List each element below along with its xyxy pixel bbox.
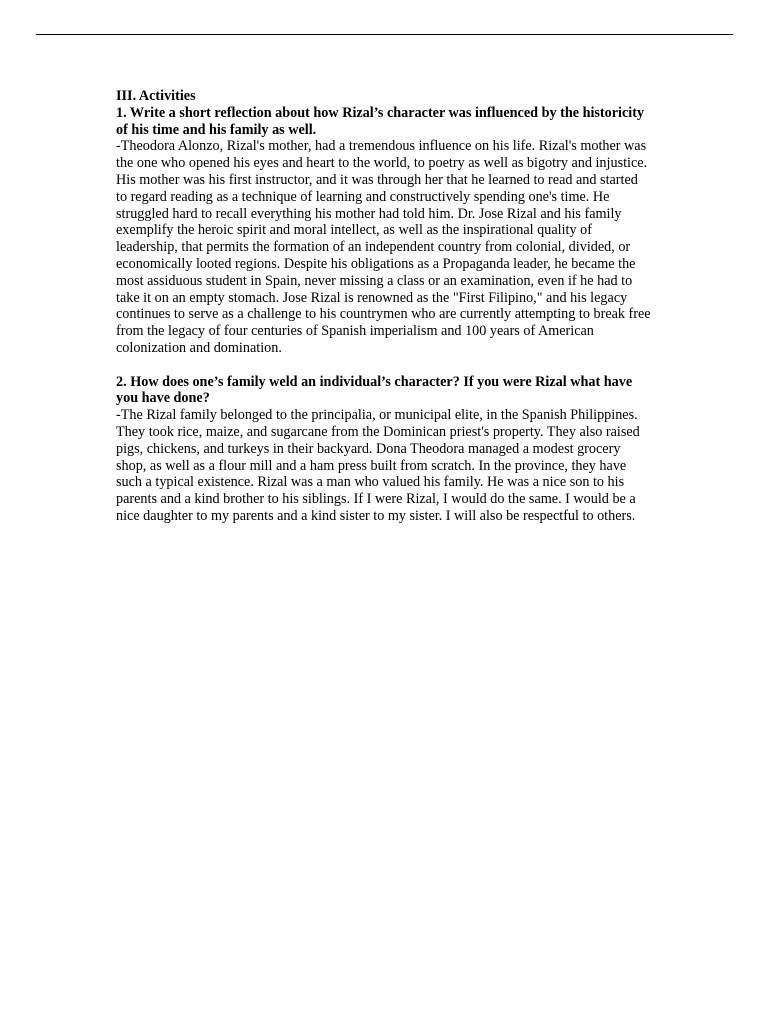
question-2: 2. How does one’s family weld an individual’s character? If you were Rizal what have you have done? xyxy=(116,373,633,407)
answer-2: -The Rizal family belonged to the principalia, or municipal elite, in the Spanish Philippines. They took rice, maize, and sugarcane from the Dominican priest's property. They also raised pigs, chickens, and turkeys in their backyard. Dona Theodora managed a modest grocery shop, as well as a flour mill and a ham press built from scratch. In the province, they have such a typical existence. Rizal was a man who valued his family. He was a nice son to his parents and a kind brother to his siblings. If I were Rizal, I would do the same. I would be a nice daughter to my parents and a kind sister to my sister. I will also be respectful to others. xyxy=(116,407,640,524)
paragraph-spacer xyxy=(116,357,651,374)
answer-1: -Theodora Alonzo, Rizal's mother, had a tremendous influence on his life. Rizal's mother was the one who opened his eyes and heart to the world, to poetry as well as bigotry and injustice. His mother was his first instructor, and it was through her that he learned to read and started to regard reading as a technique of learning and constructively spending one's time. He struggled hard to recall everything his mother had told him. Dr. Jose Rizal and his family exemplify the heroic spirit and moral intellect, as well as the inspirational quality of leadership, that permits the formation of an independent country from colonial, divided, or economically looted regions. Despite his obligations as a Propaganda leader, he became the most assiduous student in Spain, never missing a class or an examination, even if he had to take it on an empty stomach. Jose Rizal is renowned as the "First Filipino," and his legacy continues to serve as a challenge to his countrymen who are currently attempting to break free from the legacy of four centuries of Spanish imperialism and 100 years of American colonization and domination. xyxy=(116,138,651,356)
document-body xyxy=(116,88,651,525)
question-1: 1. Write a short reflection about how Rizal’s character was influenced by the historicity of his time and his family as well. xyxy=(116,104,645,138)
header-rule xyxy=(36,34,733,35)
section-heading: III. Activities xyxy=(116,88,196,104)
